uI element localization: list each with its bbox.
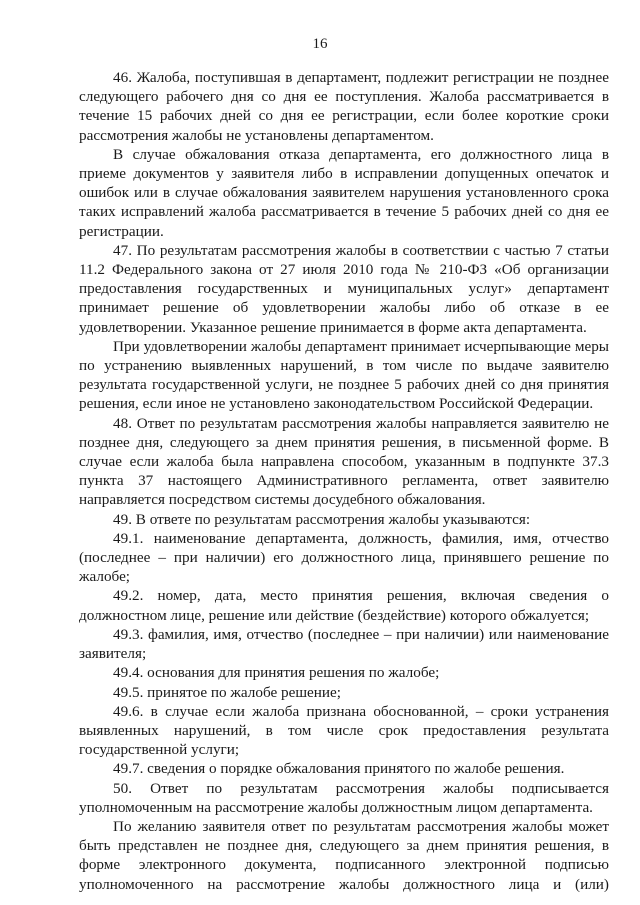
document-body [79,68,609,894]
paragraph-49-2: 49.2. номер, дата, место принятия решения, включая сведения о должностном лице, решение или действие (бездействие) которого обжалуется; [79,587,609,624]
paragraph-50-electronic: По желанию заявителя ответ по результатам рассмотрения жалобы может быть представлен не позднее дня, следующего за днем принятия решения, в форме электронного документа, подписанного электронной подписью уполномоченного на рассмотрение жалобы должностного лица и (или) [79,817,609,893]
paragraph-47: 47. По результатам рассмотрения жалобы в соответствии с частью 7 статьи 11.2 Федерального закона от 27 июля 2010 года № 210-ФЗ «Об организации предоставления государственных и муниципальных услуг» департамент принимает решение об удовлетворении жалобы либо об отказе в ее удовлетворении. Указанное решение принимается в форме акта департамента. [79,241,609,336]
paragraph-48: 48. Ответ по результатам рассмотрения жалобы направляется заявителю не позднее дня, следующего за днем принятия решения, в письменной форме. В случае если жалоба была направлена способом, указанным в подпункте 37.3 пункта 37 настоящего Административного регламента, ответ заявителю направляется посредством системы досудебного обжалования. [79,414,609,509]
paragraph-49-5: 49.5. принятое по жалобе решение; [113,683,341,701]
paragraph-47-satisfaction: При удовлетворении жалобы департамент принимает исчерпывающие меры по устранению выявленных нарушений, в том числе по выдаче заявителю результата государственной услуги, не позднее 5 рабочих дней со дня принятия решения, если иное не установлено законодательством Российской Федерации. [79,337,609,413]
paragraph-49-6: 49.6. в случае если жалоба признана обоснованной, – сроки устранения выявленных нарушений, в том числе срок предоставления результата государственной услуги; [79,702,609,759]
paragraph-49-7: 49.7. сведения о порядке обжалования принятого по жалобе решения. [113,760,565,778]
paragraph-46-appeal-refusal: В случае обжалования отказа департамента, его должностного лица в приеме документов у заявителя либо в исправлении допущенных опечаток и ошибок или в случае обжалования заявителем нарушения установленного срока таких исправлений жалоба рассматривается в течение 5 рабочих дней со дня ее регистрации. [79,145,609,240]
paragraph-49-3: 49.3. фамилия, имя, отчество (последнее – при наличии) или наименование заявителя; [79,625,609,663]
paragraph-46: 46. Жалоба, поступившая в департамент, подлежит регистрации не позднее следующего рабочего дня со дня ее поступления. Жалоба рассматривается в течение 15 рабочих дней со дня ее регистрации, если более короткие сроки рассмотрения жалобы не установлены департаментом. [79,69,609,144]
paragraph-49: 49. В ответе по результатам рассмотрения жалобы указываются: [113,510,531,528]
paragraph-50: 50. Ответ по результатам рассмотрения жалобы подписывается уполномоченным на рассмотрение жалобы должностным лицом департамента. [79,779,609,816]
paragraph-49-4: 49.4. основания для принятия решения по жалобе; [113,664,440,682]
paragraph-49-1: 49.1. наименование департамента, должность, фамилия, имя, отчество (последнее – при наличии) его должностного лица, принявшего решение по жалобе; [79,529,609,586]
page-number: 16 [312,36,328,52]
